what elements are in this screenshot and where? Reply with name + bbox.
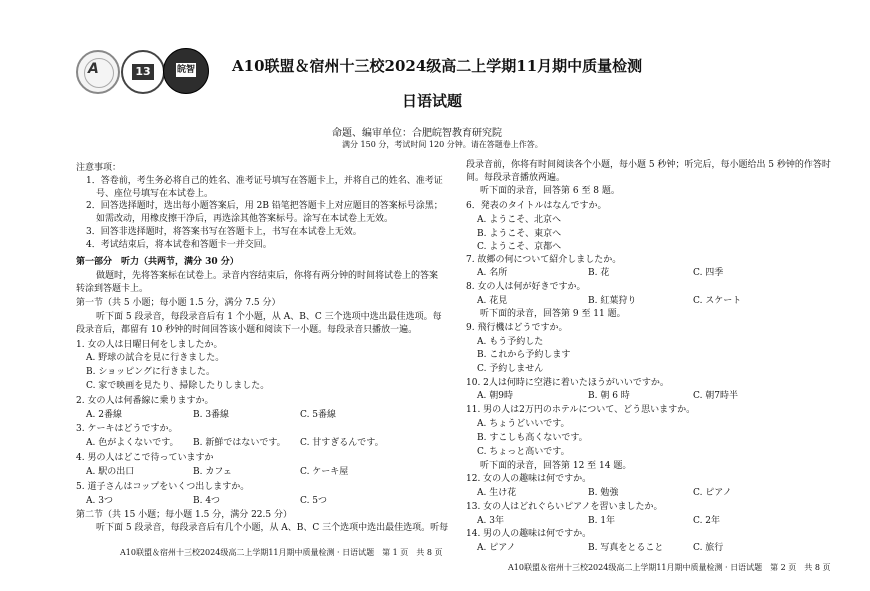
option: B. ショッピングに行きました。 xyxy=(86,367,215,377)
emblem-number: 13 xyxy=(132,64,154,80)
question-12: 12. 女の人の趣味は何ですか。 xyxy=(466,474,592,484)
section1-desc: 段录音后，都留有 10 秒钟的时间回答该小题和阅读下一小题。每段录音只播放一遍。 xyxy=(76,325,418,335)
option: A. ようこそ、北京へ xyxy=(477,215,562,225)
option: C. ケーキ屋 xyxy=(300,467,349,477)
option: C. ちょっと高いです。 xyxy=(477,447,570,457)
option: C. 旅行 xyxy=(693,543,724,553)
notice-line: 1．答卷前，考生务必将自己的姓名、准考证号填写在答题卡上，并将自己的姓名、准考证 xyxy=(86,176,443,186)
option: B. 朝 6 時 xyxy=(588,391,630,401)
section2-desc-cont: 段录音前，你将有时间阅读各个小题，每小题 5 秒钟；听完后，每小题给出 5 秒钟的作答时 xyxy=(466,160,831,170)
exam-note: 满分 150 分，考试时间 120 分钟。请在答题卷上作答。 xyxy=(342,140,543,149)
page-footer-1: A10联盟＆宿州十三校2024级高二上学期11月期中质量检测 · 日语试题 第 1 页 共 8 页 xyxy=(120,548,443,557)
option: C. 5番線 xyxy=(300,410,337,420)
option: A. 色がよくないです。 xyxy=(86,438,179,448)
option: B. 1年 xyxy=(588,516,616,526)
question-2: 2. 女の人は何番線に乗りますか。 xyxy=(76,396,214,406)
option: C. ピアノ xyxy=(693,488,732,498)
section2-desc-cont: 间。每段录音播放两遍。 xyxy=(466,173,566,183)
option: C. 四季 xyxy=(693,268,724,278)
option: A. 3年 xyxy=(477,516,504,526)
option: B. 4つ xyxy=(193,496,221,506)
part1-desc: 做题时，先将答案标在试卷上。录音内容结束后，你将有两分钟的时间将试卷上的答案 xyxy=(96,271,439,281)
page-footer-2: A10联盟＆宿州十三校2024级高二上学期11月期中质量检测 · 日语试题 第 2 页 共 8 页 xyxy=(508,563,831,572)
option: B. 3番線 xyxy=(193,410,230,420)
option: C. 朝7時半 xyxy=(693,391,739,401)
option: B. すこしも高くないです。 xyxy=(477,433,588,443)
question-7: 7. 故郷の何について紹介しましたか。 xyxy=(466,255,622,265)
section1-heading: 第一节（共 5 小题；每小题 1.5 分，满分 7.5 分） xyxy=(76,298,281,308)
option: B. 花 xyxy=(588,268,610,278)
notice-line: 号、座位号填写在本试卷上。 xyxy=(96,189,214,199)
option: C. 甘すぎるんです。 xyxy=(300,438,384,448)
option: B. 勉強 xyxy=(588,488,619,498)
emblem-text: 皖智 xyxy=(176,65,195,75)
notice-line: 3．回答非选择题时，将答案书写在答题卡上，书写在本试卷上无效。 xyxy=(86,227,362,237)
option: B. 新鮮ではないです。 xyxy=(193,438,286,448)
alliance-seal-icon: A xyxy=(76,50,120,94)
option: C. 予約しません xyxy=(477,364,544,374)
option: A. 花見 xyxy=(477,296,508,306)
part1-heading: 第一部分 听力（共两节，满分 30 分） xyxy=(76,257,239,267)
option: A. 駅の出口 xyxy=(86,467,135,477)
option: B. 写真をとること xyxy=(588,543,664,553)
question-13: 13. 女の人はどれぐらいピアノを習いましたか。 xyxy=(466,502,663,512)
option: A. 名所 xyxy=(477,268,508,278)
option: B. これから予約します xyxy=(477,350,571,360)
section2-heading: 第二节（共 15 小题；每小题 1.5 分，满分 22.5 分） xyxy=(76,510,292,520)
question-4: 4. 男の人はどこで待っていますか xyxy=(76,453,214,463)
option: A. 3つ xyxy=(86,496,113,506)
option: B. ようこそ、東京へ xyxy=(477,229,562,239)
notice-line: 如需改动，用橡皮擦干净后，再选涂其他答案标号。涂写在本试卷上无效。 xyxy=(96,214,394,224)
part1-desc: 转涂到答题卡上。 xyxy=(76,284,149,294)
question-6: 6．発表のタイトルはなんですか。 xyxy=(466,201,607,211)
option: A. 朝9時 xyxy=(477,391,513,401)
option: A. 生け花 xyxy=(477,488,517,498)
notice-title: 注意事项： xyxy=(76,163,122,173)
section2-desc: 听下面 5 段录音，每段录音后有几个小题，从 A、B、C 三个选项中选出最佳选项。听每 xyxy=(96,523,449,533)
segment-instruction: 听下面的录音，回答第 6 至 8 题。 xyxy=(480,186,620,196)
question-9: 9. 飛行機はどうですか。 xyxy=(466,323,568,333)
question-8: 8. 女の人は何が好きですか。 xyxy=(466,282,586,292)
section1-desc: 听下面 5 段录音，每段录音后有 1 个小题，从 A、B、C 三个选项中选出最佳选项。每 xyxy=(96,312,442,322)
segment-instruction: 听下面的录音，回答第 12 至 14 题。 xyxy=(480,461,632,471)
option: A. 野球の試合を見に行きました。 xyxy=(86,353,225,363)
segment-instruction: 听下面的录音，回答第 9 至 11 题。 xyxy=(480,309,626,319)
question-5: 5. 道子さんはコップをいくつ出しますか。 xyxy=(76,482,250,492)
notice-line: 4．考试结束后，将本试卷和答题卡一并交回。 xyxy=(86,240,272,250)
option: A. ピアノ xyxy=(477,543,516,553)
subject-title: 日语试题 xyxy=(402,92,463,110)
school-13-emblem-icon xyxy=(121,50,165,94)
option: C. スケート xyxy=(693,296,742,306)
question-11: 11. 男の人は2万円のホテルについて、どう思いますか。 xyxy=(466,405,696,415)
option: B. 紅葉狩り xyxy=(588,296,637,306)
option: C. 家で映画を見たり、掃除したりしました。 xyxy=(86,381,270,391)
option: C. ようこそ、京都へ xyxy=(477,242,562,252)
question-10: 10. 2人は何時に空港に着いたほうがいいですか。 xyxy=(466,378,669,388)
option: A. 2番線 xyxy=(86,410,122,420)
option: B. カフェ xyxy=(193,467,232,477)
exam-title: A10联盟＆宿州十三校2024级高二上学期11月期中质量检测 xyxy=(232,57,643,75)
option: C. 5つ xyxy=(300,496,328,506)
option: A. ちょうどいいです。 xyxy=(477,419,570,429)
author-line: 命题、编审单位：合肥皖智教育研究院 xyxy=(332,128,502,139)
notice-line: 2．回答选择题时，选出每小题答案后，用 2B 铅笔把答题卡上对应题目的答案标号涂黑； xyxy=(86,201,443,211)
question-1: 1. 女の人は日曜日何をしましたか。 xyxy=(76,340,223,350)
option: A. もう予約した xyxy=(477,337,544,347)
wanzhi-emblem-icon xyxy=(163,48,209,94)
question-3: 3. ケーキはどうですか。 xyxy=(76,424,178,434)
option: C. 2年 xyxy=(693,516,721,526)
question-14: 14. 男の人の趣味は何ですか。 xyxy=(466,529,592,539)
